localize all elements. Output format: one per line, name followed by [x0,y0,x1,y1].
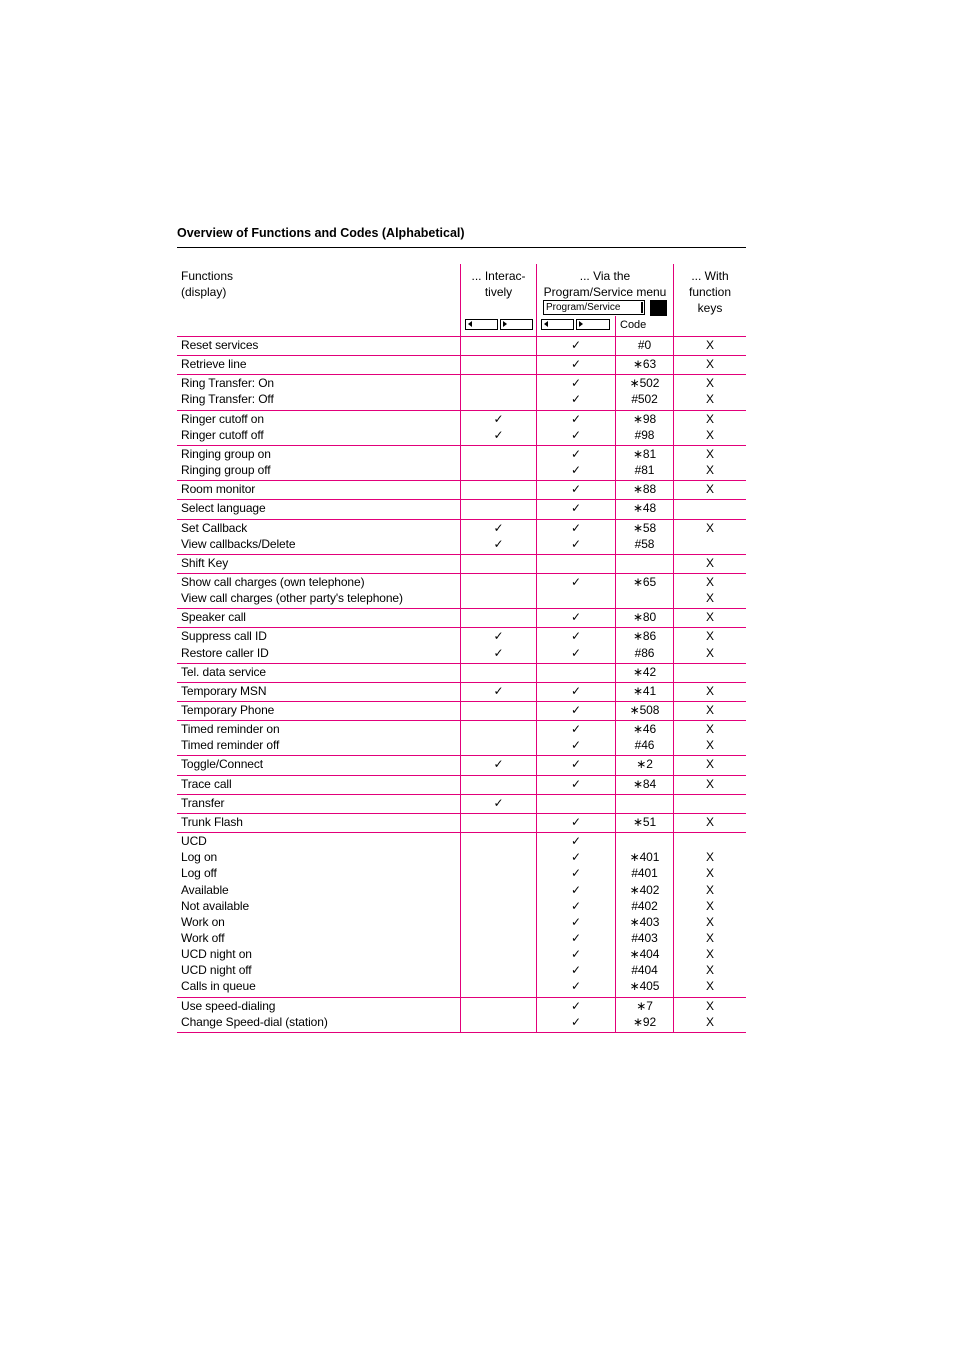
code: ∗58 [632,520,657,535]
interactive-check: ✓ [493,536,504,551]
function-name: Log off [181,866,217,881]
function-name: Show call charges (own telephone) [181,574,365,589]
nav-right-key-icon [500,319,533,330]
menu-check: ✓ [571,866,581,881]
code: ∗84 [632,776,657,791]
header-with-keys-line2: function [688,285,732,299]
function-key-mark: X [706,738,714,753]
function-name: UCD night on [181,947,252,962]
code: ∗63 [632,357,657,372]
code: ∗502 [629,376,660,391]
menu-check: ✓ [571,963,581,978]
function-key-mark: X [706,357,714,372]
menu-check: ✓ [571,834,581,849]
row-divider [177,1032,746,1033]
function-key-mark: X [706,392,714,407]
function-name: Ring Transfer: On [181,376,275,391]
function-name: Retrieve line [181,357,247,372]
code: ∗80 [632,610,657,625]
function-name: Ringing group off [181,463,271,478]
menu-check: ✓ [571,703,581,717]
code: ∗405 [629,979,660,994]
function-key-mark: X [706,338,714,352]
function-key-mark: X [706,776,714,791]
menu-check: ✓ [571,947,581,962]
menu-check: ✓ [571,376,581,391]
interactive-check: ✓ [493,683,504,698]
nav-left-key-icon-2 [541,319,574,330]
code: #401 [631,866,658,881]
header-functions-line2: (display) [181,285,227,299]
header-via-menu-line2: Program/Service menu [543,285,667,299]
function-name: Toggle/Connect [181,757,263,772]
header-interactively-line1: ... Interac- [471,269,526,283]
nav-right-key-icon-2 [576,319,610,330]
function-key-mark: X [706,555,714,570]
code: #81 [634,463,655,478]
header-via-menu-line1: ... Via the [579,269,631,283]
header-via-menu [537,268,673,300]
code: ∗404 [629,947,660,962]
function-key-mark: X [706,683,714,698]
code: #403 [631,930,658,945]
menu-check: ✓ [571,722,581,737]
code: ∗46 [632,722,657,737]
page-title: Overview of Functions and Codes (Alphabetical) [177,226,465,240]
nav-left-key-icon [465,319,498,330]
code: ∗92 [632,1014,657,1029]
function-name: Transfer [181,795,225,810]
code-label: Code [620,319,647,331]
function-name: UCD night off [181,963,252,978]
menu-check: ✓ [571,574,581,589]
function-key-mark: X [706,446,714,461]
menu-check: ✓ [571,930,581,945]
menu-check: ✓ [571,882,581,897]
menu-check: ✓ [571,1014,581,1029]
menu-check: ✓ [571,427,581,442]
menu-check: ✓ [571,898,581,913]
function-name: Log on [181,850,218,865]
menu-check: ✓ [571,392,581,407]
menu-check: ✓ [571,536,581,551]
interactive-check: ✓ [493,520,504,535]
function-key-mark: X [706,520,714,535]
header-functions-line1: Functions [181,269,234,283]
function-name: Speaker call [181,610,246,625]
header-interactively [461,268,536,300]
menu-check: ✓ [571,463,581,478]
menu-check: ✓ [571,814,581,829]
function-name: Ringer cutoff off [181,427,264,442]
function-name: Tel. data service [181,664,267,679]
function-name: Ring Transfer: Off [181,392,274,407]
function-name: Suppress call ID [181,629,267,644]
function-key-mark: X [706,866,714,881]
function-key-mark: X [706,963,714,978]
function-key-mark: X [706,463,714,478]
code: ∗86 [632,629,657,644]
function-name: Room monitor [181,482,256,497]
function-name: Timed reminder off [181,738,280,753]
code: #502 [631,392,658,407]
interactive-check: ✓ [493,645,504,660]
row-divider [177,832,746,833]
menu-check: ✓ [571,645,581,660]
header-functions [181,268,233,300]
function-name: Work on [181,914,225,929]
title-rule [177,247,746,248]
menu-check: ✓ [571,446,581,461]
menu-check: ✓ [571,776,581,791]
function-name: Calls in queue [181,979,256,994]
function-key-mark: X [706,376,714,391]
header-interactively-line2: tively [484,285,513,299]
function-key-mark: X [706,757,714,772]
header-with-keys-line3: keys [697,301,723,315]
code: #402 [631,898,658,913]
function-key-mark: X [706,482,714,497]
function-key-mark: X [706,427,714,442]
interactive-check: ✓ [493,795,504,810]
code: ∗403 [629,914,660,929]
code: #46 [634,738,655,753]
interactive-check: ✓ [493,757,504,772]
function-key-mark: X [706,411,714,426]
interactive-check: ✓ [493,411,504,426]
menu-check: ✓ [571,738,581,753]
code: ∗65 [632,574,657,589]
menu-check: ✓ [571,520,581,535]
menu-check: ✓ [571,501,581,516]
function-key-mark: X [706,882,714,897]
function-key-mark: X [706,645,714,660]
function-name: Trunk Flash [181,814,243,829]
menu-check: ✓ [571,610,581,625]
function-name: UCD [181,834,207,849]
function-name: Shift Key [181,555,229,570]
code: #404 [631,963,658,978]
function-name: Ringer cutoff on [181,411,264,426]
menu-check: ✓ [571,998,581,1013]
function-name: Ringing group on [181,446,271,461]
function-key-mark: X [706,930,714,945]
function-key-mark: X [706,979,714,994]
header-with-keys-line1: ... With [691,269,729,283]
function-name: Temporary Phone [181,703,275,717]
code: ∗48 [632,501,657,516]
function-name: Trace call [181,776,232,791]
code: ∗401 [629,850,660,865]
function-name: Timed reminder on [181,722,280,737]
code: #86 [634,645,655,660]
function-name: Available [181,882,229,897]
function-key-mark: X [706,610,714,625]
function-key-mark: X [706,574,714,589]
function-key-mark: X [706,591,714,606]
function-name: Work off [181,930,225,945]
interactive-check: ✓ [493,427,504,442]
code: ∗81 [632,446,657,461]
function-key-mark: X [706,629,714,644]
function-name: Reset services [181,338,259,352]
function-key-mark: X [706,1014,714,1029]
header-with-keys [674,268,746,316]
code: ∗41 [632,683,657,698]
menu-check: ✓ [571,357,581,372]
code: ∗402 [629,882,660,897]
code: ∗42 [632,664,657,679]
code: ∗88 [632,482,657,497]
black-key-icon [650,300,667,316]
menu-check: ✓ [571,914,581,929]
function-key-mark: X [706,850,714,865]
function-key-mark: X [706,814,714,829]
function-name: View call charges (other party's telephone) [181,591,403,606]
function-name: Use speed-dialing [181,998,276,1013]
code: ∗2 [636,757,653,772]
menu-check: ✓ [571,338,581,352]
menu-check: ✓ [571,629,581,644]
row-divider [177,554,746,555]
function-name: Change Speed-dial (station) [181,1014,328,1029]
menu-check: ✓ [571,979,581,994]
code: ∗98 [632,411,657,426]
function-key-mark: X [706,998,714,1013]
function-key-mark: X [706,898,714,913]
menu-check: ✓ [571,757,581,772]
function-name: View callbacks/Delete [181,536,296,551]
interactive-check: ✓ [493,629,504,644]
function-key-mark: X [706,947,714,962]
function-key-mark: X [706,722,714,737]
function-name: Restore caller ID [181,645,269,660]
function-name: Temporary MSN [181,683,267,698]
menu-check: ✓ [571,482,581,497]
code: ∗7 [636,998,653,1013]
menu-check: ✓ [571,850,581,865]
code: #0 [637,338,652,352]
function-key-mark: X [706,914,714,929]
function-name: Set Callback [181,520,248,535]
code: ∗508 [629,703,660,717]
function-name: Not available [181,898,250,913]
program-service-display: Program/Service [543,300,645,315]
function-key-mark: X [706,703,714,717]
function-name: Select language [181,501,266,516]
code: #98 [634,427,655,442]
code: ∗51 [632,814,657,829]
menu-check: ✓ [571,683,581,698]
code: #58 [634,536,655,551]
menu-check: ✓ [571,411,581,426]
